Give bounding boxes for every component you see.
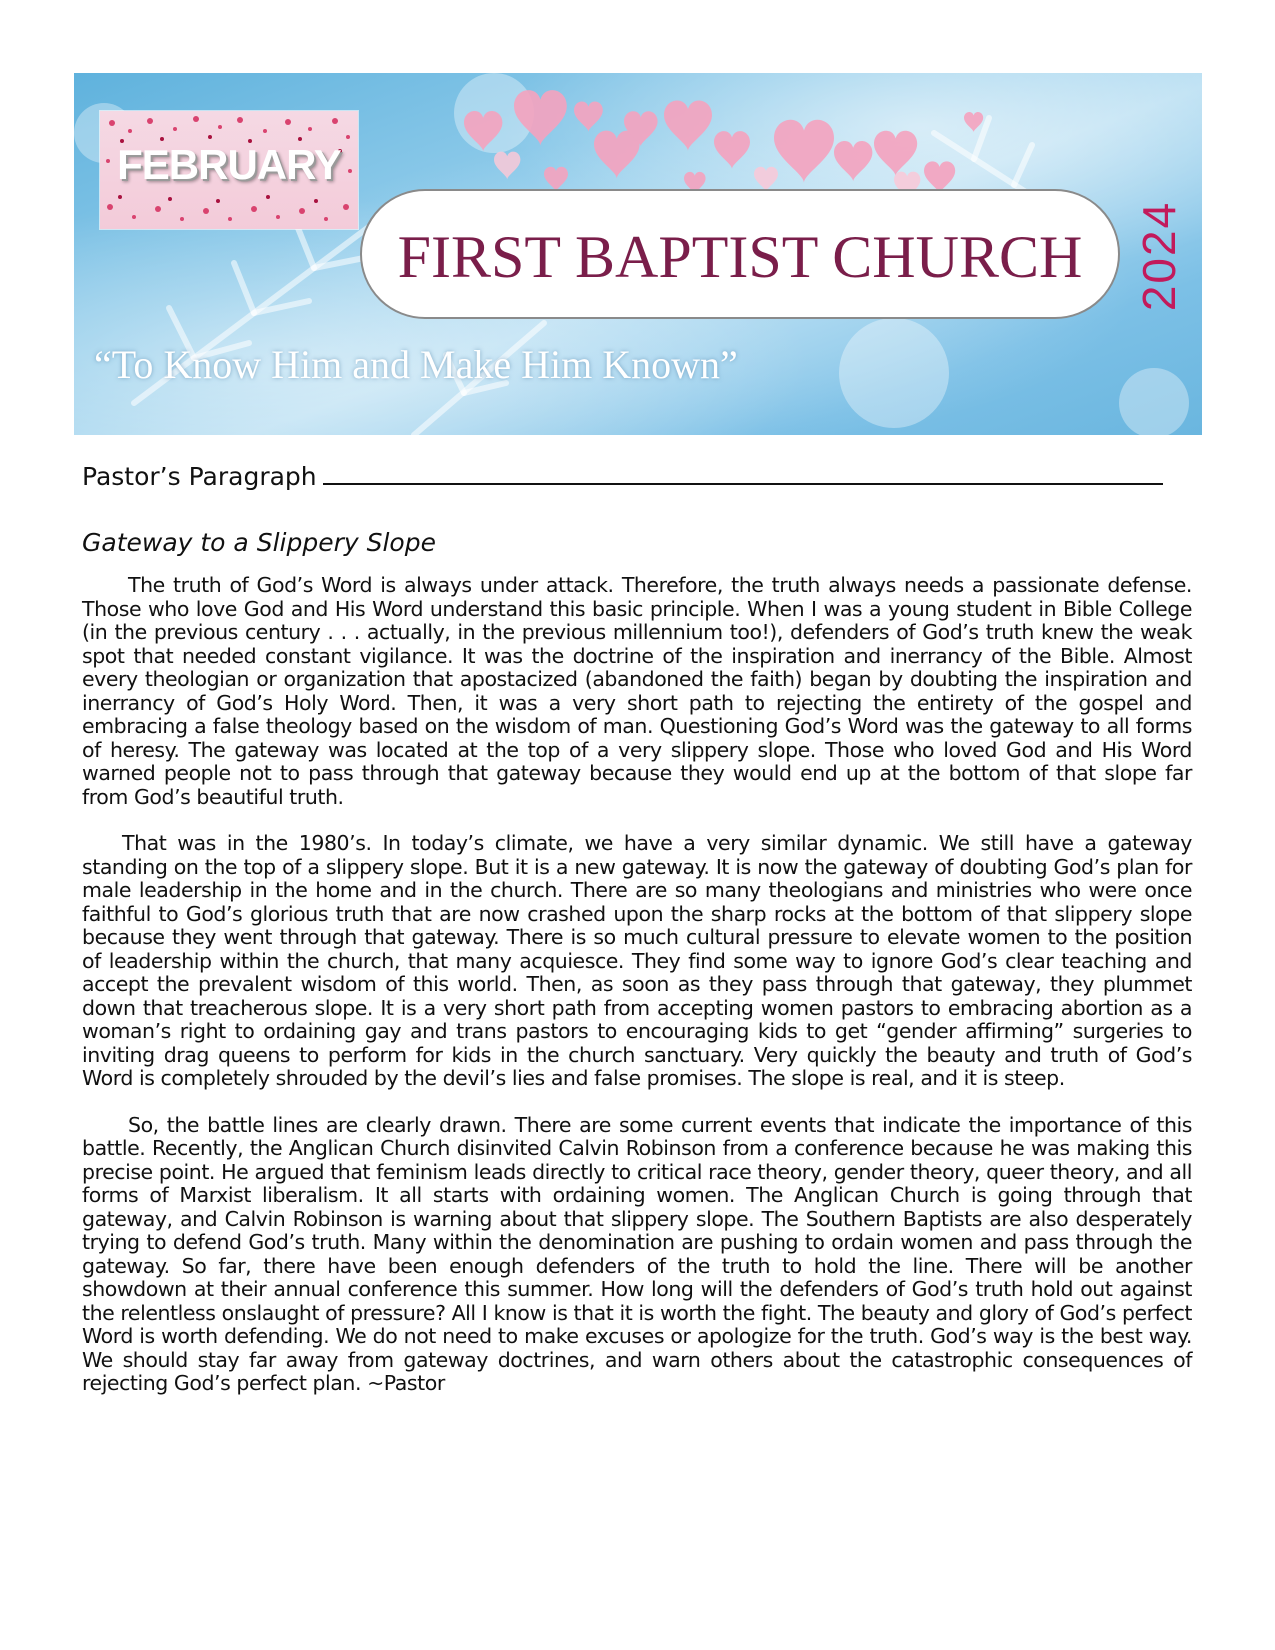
church-name: FIRST BAPTIST CHURCH [397,224,1083,290]
month-badge [100,111,358,229]
section-heading-text: Pastor’s Paragraph [82,462,317,491]
month-badge-text: FEBRUARY [117,141,341,188]
article-paragraph: The truth of God’s Word is always under attack. Therefore, the truth always needs a passionate defense. Those who love God and His Word understand this basic principle. When I was a young student in Bible College (in the previous century . . . actually, in the previous millennium too!), defenders of God’s truth knew the weak spot that needed constant vigilance. It was the doctrine of the inspiration and inerrancy of the Bible. Almost every theologian or organization that apostacized (abandoned the faith) began by doubting the inspiration and inerrancy of God’s Holy Word. Then, it was a very short path to rejecting the entirety of the gospel and embracing a false theology based on the wisdom of man. Questioning God’s Word was the gateway to all forms of heresy. The gateway was located at the top of a very slippery slope. Those who loved God and His Word warned people not to pass through that gateway because they would end up at the bottom of that slope far from God’s beautiful truth. [82,573,1192,809]
newsletter-banner [74,73,1202,435]
article-paragraph: That was in the 1980’s. In today’s climate, we have a very similar dynamic. We still have a gateway standing on the top of a slippery slope. But it is a new gateway. It is now the gateway of doubting God’s plan for male leadership in the home and in the church. There are so many theologians and ministries who were once faithful to God’s glorious truth that are now crashed upon the sharp rocks at the bottom of that slippery slope because they went through that gateway. There is so much cultural pressure to elevate women to the position of leadership within the church, that many acquiesce. They find some way to ignore God’s clear teaching and accept the prevalent wisdom of this world. Then, as soon as they pass through that gateway, they plummet down that treacherous slope. It is a very short path from accepting women pastors to embracing abortion as a woman’s right to ordaining gay and trans pastors to encouraging kids to get “gender affirming” surgeries to inviting drag queens to perform for kids in the church sanctuary. Very quickly the beauty and truth of God’s Word is completely shrouded by the devil’s lies and false promises. The slope is real, and it is steep. [82,831,1192,1090]
article-body [82,574,1192,1419]
heading-rule [323,481,1163,485]
section-heading [82,462,1197,491]
year-label [1124,181,1194,331]
church-name-pill [360,189,1120,319]
church-motto: “To Know Him and Make Him Known” [94,342,738,387]
year-text: 2024 [1133,200,1185,312]
article-paragraph: So, the battle lines are clearly drawn. There are some current events that indicate the importance of this battle. Recently, the Anglican Church disinvited Calvin Robinson from a conference because he was making this precise point. He argued that feminism leads directly to critical race theory, gender theory, queer theory, and all forms of Marxist liberalism. It all starts with ordaining women. The Anglican Church is going through that gateway, and Calvin Robinson is warning about that slippery slope. The Southern Baptists are also desperately trying to defend God’s truth. Many within the denomination are pushing to ordain women and pass through the gateway. So far, there have been enough defenders of the truth to hold the line. There will be another showdown at their annual conference this summer. How long will the defenders of God’s truth hold out against the relentless onslaught of pressure? All I know is that it is worth the fight. The beauty and glory of God’s perfect Word is worth defending. We do not need to make excuses or apologize for the truth. God’s way is the best way. We should stay far away from gateway doctrines, and warn others about the catastrophic consequences of rejecting God’s perfect plan. ~Pastor [82,1112,1192,1395]
article-title: Gateway to a Slippery Slope [82,528,436,557]
